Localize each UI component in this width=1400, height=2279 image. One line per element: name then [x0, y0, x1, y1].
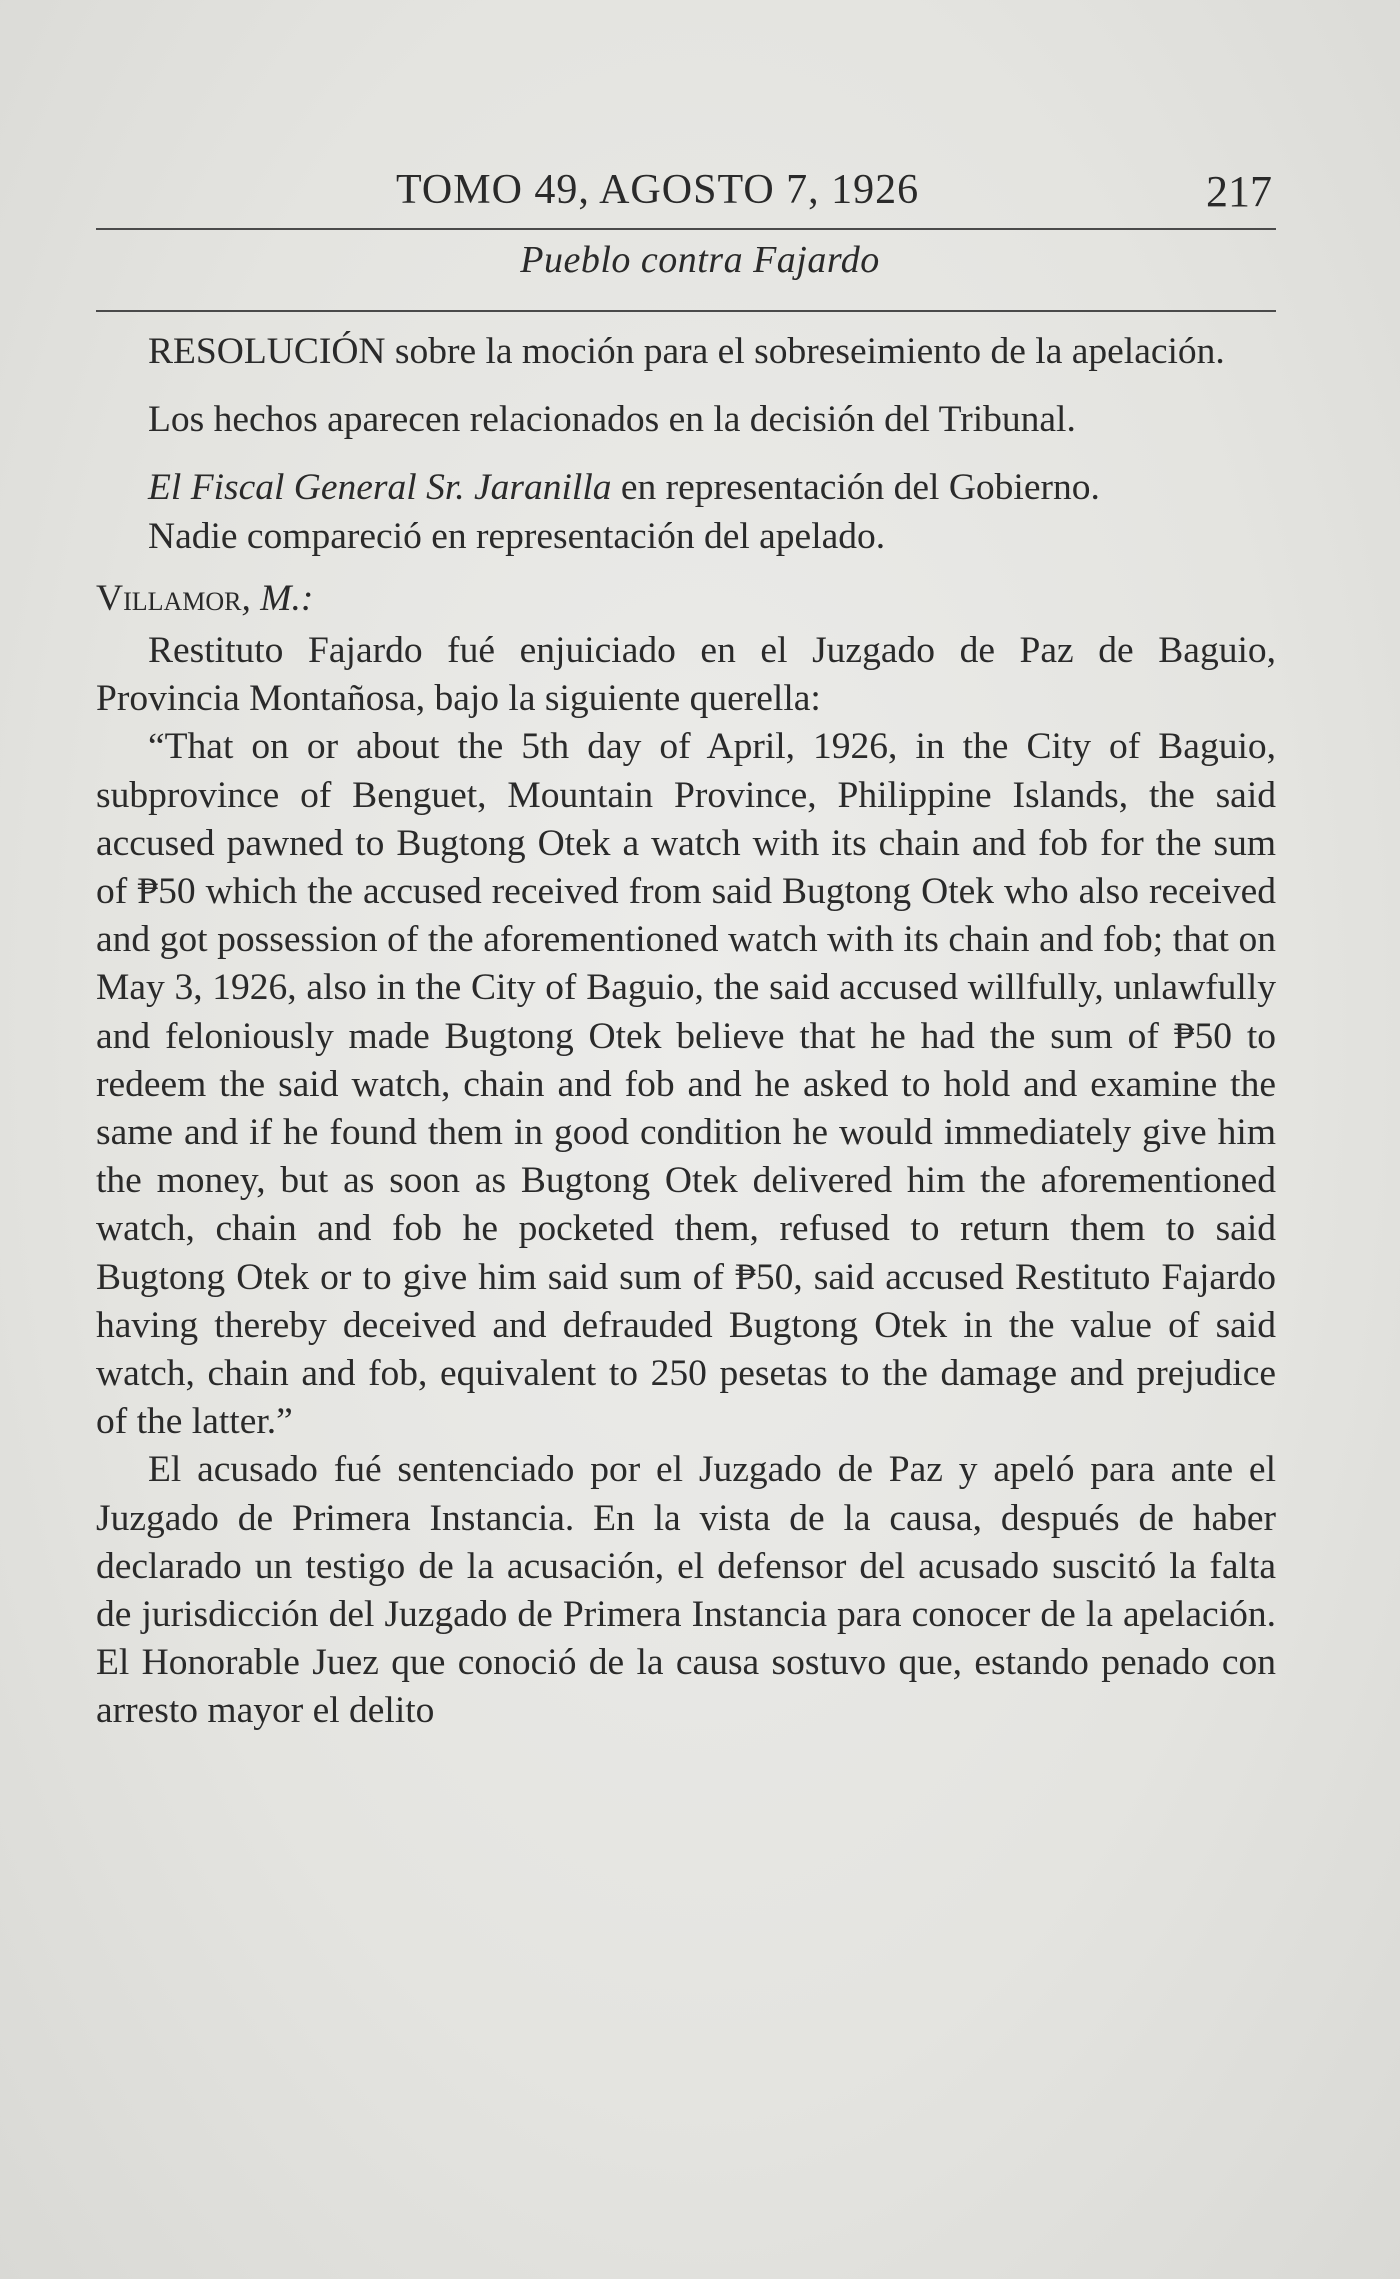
header-rule-top: [96, 228, 1276, 230]
proceedings-paragraph: El acusado fué sentenciado por el Juzgado de Paz y apeló para ante el Juzgado de Primera Instancia. En la vista de la causa, después de haber declarado un testigo de la acusación, el defensor del acusado suscitó la falta de jurisdicción del Juzgado de Primera Instancia para conocer de la apelación. El Honorable Juez que conoció de la causa sostuvo que, estando penado con arresto mayor el delito: [96, 1449, 1276, 1732]
facts-paragraph: Los hechos aparecen relacionados en la decisión del Tribunal.: [148, 399, 1076, 441]
header-rule-bottom: [96, 310, 1276, 312]
appellee-paragraph: Nadie compareció en representación del apelado.: [148, 515, 886, 557]
fiscal-role: en representación del Gobierno.: [611, 467, 1100, 509]
complaint-quote: “That on or about the 5th day of April, 1926, in the City of Baguio, subprovince of Benguet, Mountain Province, Philippine Islands, the said accused pawned to Bugtong Otek a watch with its chain and fob for the sum of ₱50 which the accused received from said Bugtong Otek who also received and got possession of the aforementioned watch with its chain and fob; that on May 3, 1926, also in the City of Baguio, the said accused willfully, unlawfully and feloniously made Bugtong Otek believe that he had the sum of ₱50 to redeem the said watch, chain and fob and he asked to hold and examine the same and if he found them in good condition he would immediately give him the money, but as soon as Bugtong Otek delivered him the aforementioned watch, chain and fob he pocketed them, refused to return them to said Bugtong Otek or to give him said sum of ₱50, said accused Restituto Fajardo having thereby deceived and defrauded Bugtong Otek in the value of said watch, chain and fob, equivalent to 250 pesetas to the damage and prejudice of the latter.”: [96, 726, 1276, 1443]
body-text: [96, 328, 1276, 1736]
resolution-paragraph: [96, 328, 1276, 376]
justice-line: [96, 575, 1276, 623]
page-number: 217: [1206, 167, 1272, 216]
intro-paragraph: Restituto Fajardo fué enjuiciado en el Juzgado de Paz de Baguio, Provincia Montañosa, bajo la siguiente querella:: [96, 630, 1276, 720]
resolution-heading: RESOLUCIÓN: [148, 331, 386, 372]
case-title: Pueblo contra Fajardo: [520, 239, 880, 281]
fiscal-paragraph: [96, 464, 1276, 512]
running-head: [96, 160, 1276, 220]
volume-date: TOMO 49, AGOSTO 7, 1926: [396, 167, 920, 213]
resolution-text: sobre la moción para el sobreseimiento de la apelación.: [385, 331, 1225, 372]
justice-suffix: , M.:: [241, 577, 314, 619]
fiscal-name: El Fiscal General Sr. Jaranilla: [148, 467, 612, 509]
justice-name: Villamor: [96, 577, 242, 619]
